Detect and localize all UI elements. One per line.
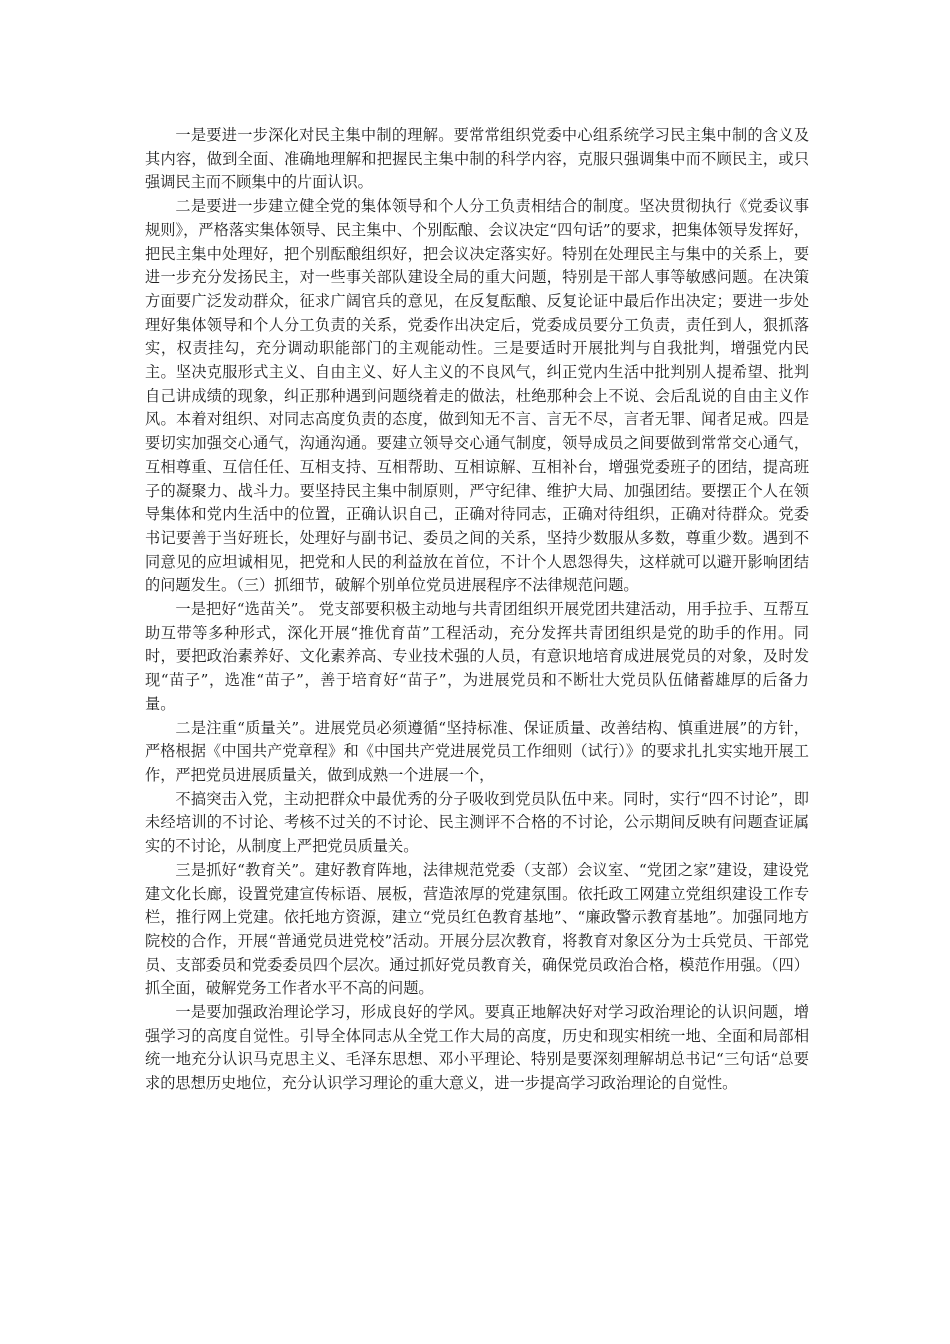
paragraph: 二是注重“质量关”。进展党员必须遵循“坚持标准、保证质量、改善结构、慎重进展”的方针，严格根据《中国共产党章程》和《中国共产党进展党员工作细则（试行）》的要求扎扎实实地开展工作，严把党员进展质量关，做到成熟一个进展一个， — [145, 718, 809, 784]
paragraph: 一是要进一步深化对民主集中制的理解。要常常组织党委中心组系统学习民主集中制的含义及其内容，做到全面、准确地理解和把握民主集中制的科学内容，克服只强调集中而不顾民主，或只强调民主而不顾集中的片面认识。 — [145, 126, 809, 192]
document-body — [145, 124, 809, 1096]
paragraph: 二是要进一步建立健全党的集体领导和个人分工负责相结合的制度。坚决贯彻执行《党委议事规则》，严格落实集体领导、民主集中、个别酝酿、会议决定“四句话”的要求，把集体领导发挥好，把民主集中处理好，把个别酝酿组织好，把会议决定落实好。特别在处理民主与集中的关系上，要进一步充分发扬民主，对一些事关部队建设全局的重大问题，特别是干部人事等敏感问题。在决策方面要广泛发动群众，征求广阔官兵的意见，在反复酝酿、反复论证中最后作出决定；要进一步处理好集体领导和个人分工负责的关系，党委作出决定后，党委成员要分工负责，责任到人，狠抓落实，权责挂勾，充分调动职能部门的主观能动性。三是要适时开展批判与自我批判，增强党内民主。坚决克服形式主义、自由主义、好人主义的不良风气，纠正党内生活中批判别人提希望、批判自己讲成绩的现象，纠正那种遇到问题绕着走的做法，杜绝那种会上不说、会后乱说的自由主义作风。本着对组织、对同志高度负责的态度，做到知无不言、言无不尽，言者无罪、闻者足戒。四是要切实加强交心通气，沟通沟通。要建立领导交心通气制度，领导成员之间要做到常常交心通气，互相尊重、互信任任、互相支持、互相帮助、互相谅解、互相补台，增强党委班子的团结，提高班子的凝聚力、战斗力。要坚持民主集中制原则，严守纪律、维护大局、加强团结。要摆正个人在领导集体和党内生活中的位置，正确认识自己，正确对待同志，正确对待组织，正确对待群众。党委书记要善于当好班长，处理好与副书记、委员之间的关系，坚持少数服从多数，尊重少数。遇到不同意见的应坦诚相见，把党和人民的利益放在首位，不计个人恩怨得失，这样就可以避开影响团结的问题发生。（三）抓细节，破解个别单位党员进展程序不法律规范问题。 — [145, 197, 809, 595]
paragraph: 三是抓好“教育关”。建好教育阵地，法律规范党委（支部）会议室、“党团之家”建设，建设党建文化长廊，设置党建宣传标语、展板，营造浓厚的党建氛围。依托政工网建立党组织建设工作专栏，推行网上党建。依托地方资源，建立“党员红色教育基地”、“廉政警示教育基地”。加强同地方院校的合作，开展“普通党员进党校”活动。开展分层次教育，将教育对象区分为士兵党员、干部党员、支部委员和党委委员四个层次。通过抓好党员教育关，确保党员政治合格，模范作用强。（四）抓全面，破解党务工作者水平不高的问题。 — [145, 860, 809, 998]
paragraph: 不搞突击入党，主动把群众中最优秀的分子吸收到党员队伍中来。同时，实行“四不讨论”，即未经培训的不讨论、考核不过关的不讨论、民主测评不合格的不讨论，公示期间反映有问题查证属实的不讨论，从制度上严把党员质量关。 — [145, 789, 809, 856]
paragraph: 一是要加强政治理论学习，形成良好的学风。要真正地解决好对学习政治理论的认识问题，增强学习的高度自觉性。引导全体同志从全党工作大局的高度，历史和现实相统一地、全面和局部相统一地充分认识马克思主义、毛泽东思想、邓小平理论、特别是要深刻理解胡总书记“三句话“总要求的思想历史地位，充分认识学习理论的重大意义，进一步提高学习政治理论的自觉性。 — [145, 1003, 809, 1093]
paragraph: 一是把好“选苗关”。 党支部要积极主动地与共青团组织开展党团共建活动，用手拉手、互帮互助互带等多种形式，深化开展“推优育苗”工程活动，充分发挥共青团组织是党的助手的作用。同时，要把政治素养好、文化素养高、专业技术强的人员，有意识地培育成进展党员的对象，及时发现“苗子”，选准“苗子”，善于培育好“苗子”，为进展党员和不断壮大党员队伍储蓄雄厚的后备力量。 — [145, 600, 809, 713]
